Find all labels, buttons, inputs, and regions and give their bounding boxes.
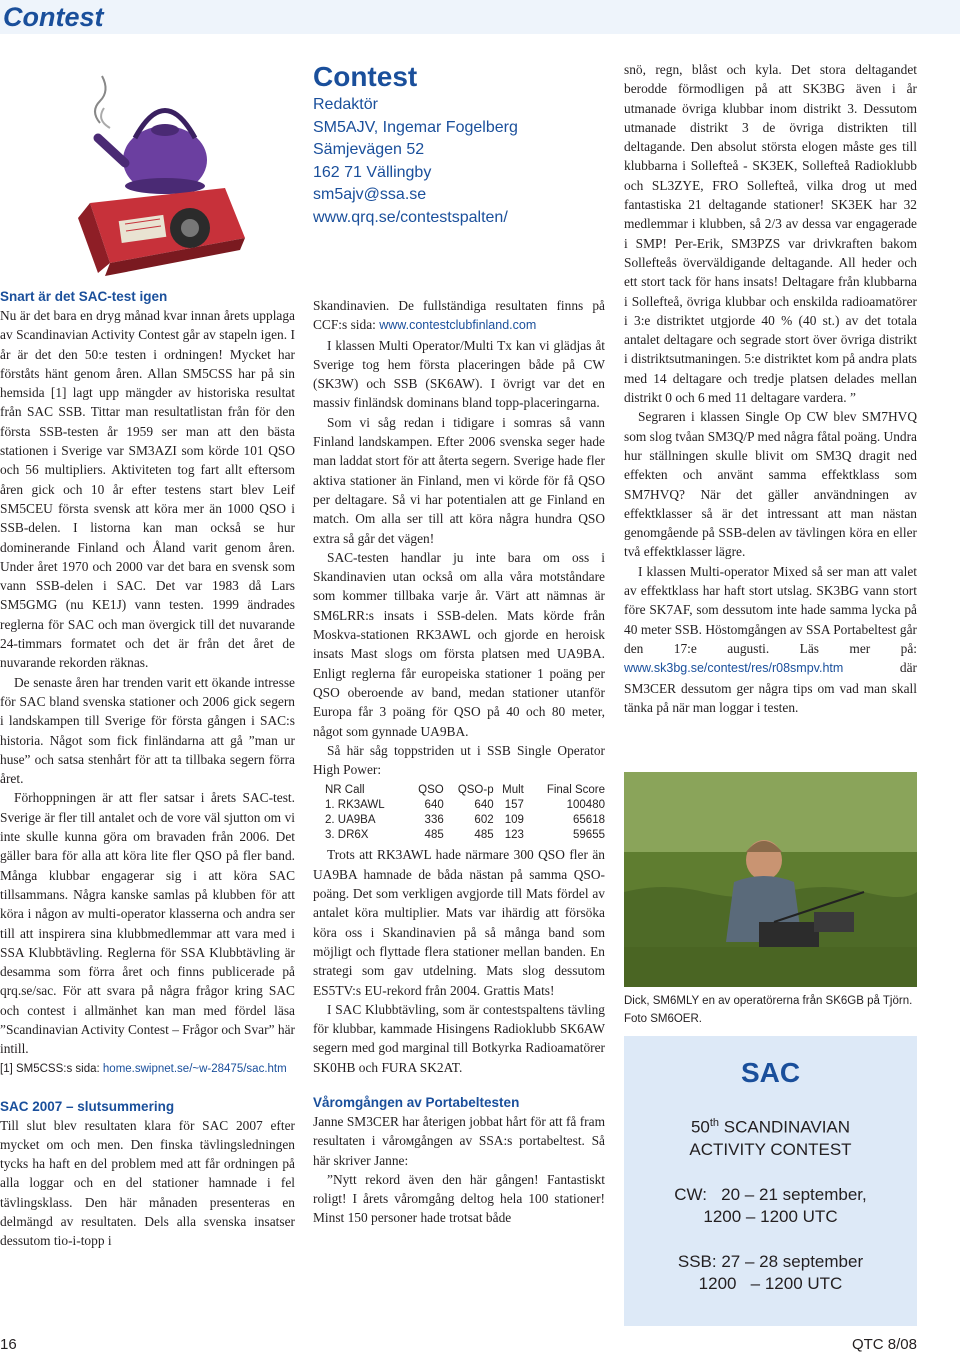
- table-header-row: [325, 782, 605, 797]
- table-cell: 1. RK3AWL: [325, 798, 385, 811]
- paragraph: SAC-testen handlar ju inte bara om oss i Skandinavien utan också om alla våra motståndare som kommer tillbaka varje år. Värt att nämnas är SM6LRR:s insats i SSB-delen. Mats körde från Moskva-stationen RK3AWL och gjorde en heroisk insats Mast slogs om första platsen med UA9BA. Enligt reglerna får europeiska stationer 1 poäng per QSO oberoende av band, medan stationer utanför Europa får 3 poäng för QSO på 40 och 80 meter, något som gynnade UA9BA.: [313, 549, 605, 739]
- column-right: [624, 60, 917, 717]
- table-cell: 3. DR6X: [325, 828, 369, 841]
- paragraph-text: Skandinavien. De fullständiga resultaten finns på CCF:s sida:: [313, 298, 605, 333]
- sk3bg-link[interactable]: www.sk3bg.se/contest/res/r08smpv.htm: [624, 661, 844, 676]
- editor-email[interactable]: sm5ajv@ssa.se: [313, 186, 427, 203]
- page-number: 16: [0, 1336, 17, 1353]
- paragraph: Janne SM3CER har återigen jobbat hårt för att få fram resultaten i vårомgången av SSA:s portabeltest. Så här skriver Janne:: [313, 1113, 605, 1168]
- column-left: [0, 287, 295, 1251]
- table-cell: 59655: [573, 828, 605, 841]
- paragraph: Som vi såg redan i tidigare i somras så vann Finland landskampen. Efter 2006 svenska seger hade man laddat stort för att återta segern. Sverige hade fler aktiva stationer än Finland, men vi körde för få QSO per deltagare. Så vi har potentialen att ge Finland en match. Om alla ser till att köra några hundra QSO extra så går det vägen!: [313, 414, 605, 546]
- sac-edition-suffix: th: [709, 1117, 720, 1129]
- table-header: Final Score: [546, 783, 605, 796]
- editor-role: Redaktör: [313, 96, 378, 113]
- table-row: [325, 797, 605, 812]
- editor-block: [313, 60, 603, 229]
- table-header: QSO: [418, 783, 444, 796]
- sac-edition-rest: SCANDINAVIAN: [719, 1117, 851, 1137]
- paragraph: I klassen Multi Operator/Multi Tx kan vi glädjas åt Sverige tog hem första placeringen både på CW (SK3W) och SSB (SK6AW). I övrigt var det en massiv finländsk dominans bland topp-placeringarna.: [313, 337, 605, 411]
- table-row: [325, 827, 605, 842]
- radio-kettle-illustration: [50, 68, 250, 288]
- magazine-issue: QTC 8/08: [851, 1336, 917, 1353]
- heading-portabeltest: Våromgången av Portabeltesten: [313, 1094, 520, 1110]
- paragraph: I SAC Klubbtävling, som är contestspaltens tävling för klubbar, kammade Hisingens Radioklubb SK6AW segern med god marginal till Botkyrka Radioamatörer SK0HB och FURA SK2AT.: [313, 1001, 605, 1075]
- sac-info-box: [624, 1036, 917, 1326]
- sac-cw-dates: CW: 20 – 21 september,: [674, 1184, 867, 1204]
- table-cell: 157: [504, 798, 524, 811]
- photo-caption: Dick, SM6MLY en av operatörerna från SK6GB på Tjörn. Foto SM6OER.: [624, 995, 913, 1025]
- table-row: [325, 812, 605, 827]
- paragraph: snö, regn, blåst och kyla. Det stora deltagandet berodde förmodligen på att SK3BG även i år utmanade övriga klubbar inom distrikt 3. Dessutom utmanade distrikt 3 de övriga distrikten till deltagande. Den absolut största elogen måste ges till klubbarna i Sollefteå - SK3EK, Sollefteå Radioklubb och SL3ZYE, FRO Sollefteå, vilka drog ut med fantastiska 21 deltagande stationer! SK3EK har 32 medlemmar i klubben, så 2/3 av dessa var engagerade i SMP! Per-Erik, SM3PZS var drivkraften bakom Sollefteås överväldigande deltagande. All heder och ett stort tack för hans insats! Deltagare från klubbarna i Sollefteå, övriga klubbar och enskilda radioamatörer i 3:e distriktet utgjorde 40 % (40 st.) av det totala antalet deltagare och segrade stort över övriga distrikt i distriktsutmaningen. 5:e distriktet kom på andra plats med 14 deltagare och tredje platsen delades mellan distrikt 0 och 6 med 11 deltagare vardera. ”: [624, 62, 917, 406]
- paragraph-text: där SM3CER dessutom ger några tips om vad man skall tänka på när man loggar i testen.: [624, 660, 917, 715]
- paragraph: [313, 296, 605, 336]
- sac-edition-number: 50: [690, 1117, 710, 1137]
- editor-website[interactable]: www.qrq.se/contestspalten/: [313, 208, 508, 226]
- table-cell: 109: [504, 813, 524, 826]
- results-table: [325, 782, 605, 842]
- column-middle: [313, 296, 605, 1228]
- table-cell: 123: [504, 828, 524, 841]
- paragraph: De senaste åren har trenden varit ett ökande intresse för SAC bland svenska stationer och 2006 gick segern i landskampen till Sverige för första gången i SAC:s historia. Något som fick finländarna att gå ”man ur huse” och satsa stenhårt för att ta tillbaka segern förra året.: [0, 674, 295, 787]
- paragraph: Så här såg toppstriden ut i SSB Single Operator High Power:: [313, 742, 605, 778]
- editor-city: 162 71 Vällingby: [313, 163, 432, 181]
- table-cell: 485: [474, 828, 494, 841]
- paragraph: Nu är det bara en dryg månad kvar innan årets upplaga av Scandinavian Activity Contest går av stapeln igen. I år är det den 50:e testen i ordningen! Mycket har förståts hänt genom åren. Allan SM5CSS har på sin hemsida [1] lagt upp mängder av historiska resultat från SAC SSB. Tittar man resultatlistan från för den första SSB-testen år 1959 ser man att den bästa stationen i Sverige var SM3AZI som körde 101 QSO och 56 multipliers. Aktiviteten tog fart allt eftersom åren gick och 10 år efter testens start blev Leif SM5CEU första svensk att köra mer än 1000 QSO i SSB-delen. I listorna kan man också se hur dominerande Finland och Åland varit genom åren. Under året 1970 och 2000 var det bara en svensk som vann SSB-delen i SAC. Det var 1983 då Lars SM5GMG (nu KE1J) vann testen. 1999 ändrades reglerna för SAC och man övergick till det nuvarande 24-timmars formatet och det är från det året de nuvarande rekorden räknas.: [0, 308, 295, 671]
- table-cell: 100480: [566, 798, 605, 811]
- table-cell: 485: [424, 828, 444, 841]
- sac-ssb-time: 1200 – 1200 UTC: [698, 1274, 843, 1294]
- paragraph: Förhoppningen är att fler satsar i årets SAC-test. Sverige är fler till antalet och de vore väl sjutton om vi inte skulle kunna göra om bravaden från 2006. Det gäller bara för alla att köra lite fler QSO på fler band. Många klubbar engagerar sig i att köra SAC tillsammans. Några kanske samlas på klubben för att köra i någon av multi-operator klasserna och andra ser till att inspirera sina klubbmedlemmar att vara med i SSA Klubbtävling. Reglerna för SSA Klubbtävling är desamma som förra året och finns publicerade på qrq.se/sac. För att svara på några frågor kring SAC och contest i allmänhet kan man med fördel läsa ”Scandinavian Activity Contest – Frågor och Svar” här intill.: [0, 790, 295, 1057]
- editor-title: Contest: [313, 61, 418, 92]
- table-header: NR Call: [325, 783, 365, 796]
- table-header: QSO-p: [457, 783, 494, 796]
- paragraph: [624, 562, 917, 717]
- sac-box-line1: [624, 1112, 917, 1139]
- section-header-bar: [0, 0, 960, 34]
- sac-cw-time: 1200 – 1200 UTC: [703, 1207, 838, 1227]
- sac-box-line2: ACTIVITY CONTEST: [689, 1140, 852, 1160]
- paragraph: ”Nytt rekord även den här gången! Fantastiskt roligt! I årets våromgång deltog hela 100 stationer! Minst 150 personer hade trotsat både: [313, 1171, 605, 1226]
- table-cell: 640: [474, 798, 494, 811]
- table-cell: 2. UA9BA: [325, 813, 376, 826]
- editor-name: SM5AJV, Ingemar Fogelberg: [313, 118, 518, 136]
- editor-street: Sämjevägen 52: [313, 141, 425, 158]
- paragraph: Segraren i klassen Single Op CW blev SM7HVQ som slog tvåan SM3Q/P med några fåtal poäng. Undra hur ställningen skulle blivit om SM3Q dragit ned effekten och använt samma effektklass som SM7HVQ? När det gäller användningen av effektklasser så är det intressant att man nästan genomgående på SSB-delen av tävlingen köra en eller två effektklasser lägre.: [624, 409, 917, 560]
- table-cell: 640: [424, 798, 444, 811]
- heading-snart-sac: Snart är det SAC-test igen: [0, 289, 168, 304]
- operator-photo: [624, 772, 917, 987]
- paragraph: Till slut blev resultaten klara för SAC 2007 efter mycket om och men. Den finska tävlingsledningen tycks ha haft en del problem med att får ordningen på alla loggar och en del stationer hamnade i fel tävlingsklass. Den här månaden presenteras en delmängd av resultaten. Dels alla svenska insatser dessutom tio-i-topp i: [0, 1117, 295, 1249]
- paragraph: Trots att RK3AWL hade närmare 300 QSO fler än UA9BA hamnade de båda nästan på samma QSO-poäng. Det som verkligen avgjorde till Mats fördel av antalet köra multiplier. Mats var ihärdig att försöka köra oss i Skandinavien på så många band som möjligt och flyttade flera stationer mellan banden. En strategi som gav utdelning. Mats slog dessutom ES5TV:s EU-rekord från 2004. Grattis Mats!: [313, 847, 605, 998]
- section-title: Contest: [3, 2, 104, 32]
- table-cell: 336: [424, 813, 444, 826]
- reference-label: [1] SM5CSS:s sida:: [0, 1062, 103, 1075]
- reference-link[interactable]: home.swipnet.se/~w-28475/sac.htm: [102, 1062, 287, 1075]
- reference-note: [0, 1060, 295, 1078]
- sac-ssb-dates: SSB: 27 – 28 september: [677, 1251, 864, 1271]
- heading-sac-2007: SAC 2007 – slutsummering: [0, 1098, 175, 1114]
- sac-box-title: SAC: [740, 1057, 801, 1088]
- table-cell: 602: [474, 813, 494, 826]
- ccf-link[interactable]: www.contestclubfinland.com: [379, 318, 537, 333]
- paragraph-text: I klassen Multi-operator Mixed så ser man att valet av effektklass har haft stort utslag. SK3BG vann stort före SK7AF, som dessutom inte hade samma lycka på 40 meter SSB. Höstomgången av SSA Portabeltest går den 17:e augusti. Läs mer på:: [624, 563, 917, 656]
- table-header: Mult: [502, 783, 524, 796]
- table-cell: 65618: [573, 813, 605, 826]
